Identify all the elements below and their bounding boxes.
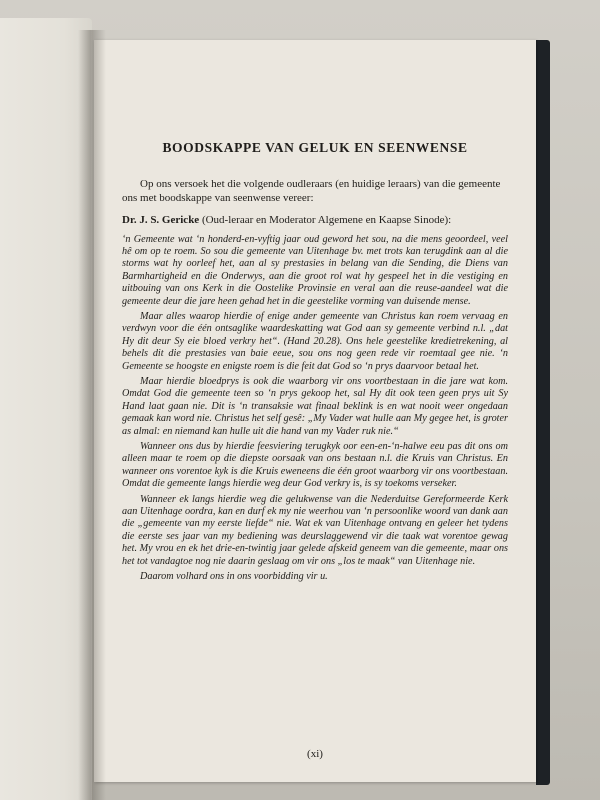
spine-shadow	[78, 30, 106, 800]
author-line	[122, 214, 508, 228]
message-paragraph: ‘n Gemeente wat ‘n honderd-en-vyftig jaar oud geword het sou, na die mens geoordeel, veel hê om op te roem. So sou die gemeente van Uitenhage bv. met trots kan terugdink aan al die storms wat hy oorleef het, aan al sy prestasies in belang van die Sending, die Diens van Barmhartigheid en die Onderwys, aan die groot rol wat hy gespeel het in die vestiging en uitbouing van ons Kerk in die Oostelike Provinsie en veral aan die reuse-aandeel wat die gemeente deur die jare heen gehad het in die geestelike vorming van duisende mense.	[122, 233, 508, 307]
message-paragraph: Wanneer ek langs hierdie weg die gelukwense van die Nederduitse Gereformeerde Kerk aan Uitenhage oordra, kan en durf ek my nie weerhou van ‘n persoonlike woord van dank aan die „gemeente van my eerste liefde“ nie. Wat ek van Uitenhage ontvang en geleer het tydens die eerste ses jaar van my bediening was deurslaggewend vir die taak wat vorentoe gewag het. My vrou en ek het drie-en-twintig jaar gelede afskeid geneem van die gemeente, maar ons het tot vandagtoe nog nie daarin geslaag om vir ons „los te maak“ van Uitenhage nie.	[122, 493, 508, 567]
message-paragraph: Daarom volhard ons in ons voorbidding vir u.	[140, 571, 328, 583]
book-page	[94, 40, 536, 782]
page-title: BOODSKAPPE VAN GELUK EN SEENWENSE	[162, 140, 468, 155]
intro-paragraph: Op ons versoek het die volgende oudleraars (en huidige leraars) van die gemeente ons met boodskappe van seenwense vereer:	[122, 178, 501, 204]
message-paragraph: Maar hierdie bloedprys is ook die waarborg vir ons voortbestaan in die jare wat kom. Omdat God die gemeente teen so ‘n prys gekoop het, sal Hy dit ook teen geen prys uit Sy Hand laat gaan nie. Dit is ‘n transaksie wat finaal beklink is en wat nooit weer ongedaan gemaak kan word nie. Christus het self gesê: „My Vader wat hulle aan My gegee het, is groter as almal: en niemand kan hulle uit die hand van my Vader ruk nie.“	[122, 375, 508, 437]
message-paragraph: Maar alles waarop hierdie of enige ander gemeente van Christus kan roem vervaag en verdwyn voor die één ontsaglike waardeskatting wat God aan sy gemeente verbind n.l. „dat Hy dit deur Sy eie bloed verkry het“. (Hand 20.28). Ons hele geestelike kredietrekening, al behels dit die prestasies van baie eeue, sou ons nog geen rede vir roemtaal gee nie. ‘n Gemeente se hoogste en enigste roem is die feit dat God so ‘n prys daarvoor betaal het.	[122, 310, 508, 372]
message-paragraph: Wanneer ons dus by hierdie feesviering terugkyk oor een-en-‘n-halwe eeu pas dit ons om alleen maar te roem op die diepste oorsaak van ons bestaan n.l. die Kruis van Christus. En wanneer ons vorentoe kyk is die Kruis eweneens die één groot waarborg vir ons voortbestaan. Omdat die gemeente langs hierdie weg deur God verkry is, is sy toekoms verseker.	[122, 441, 508, 490]
author-role: (Oud-leraar en Moderator Algemene en Kaapse Sinode):	[201, 214, 452, 226]
page-number: (xi)	[307, 748, 323, 760]
page-content	[122, 140, 508, 586]
book-cover-edge	[536, 40, 550, 785]
author-name: Dr. J. S. Gericke	[122, 214, 200, 226]
